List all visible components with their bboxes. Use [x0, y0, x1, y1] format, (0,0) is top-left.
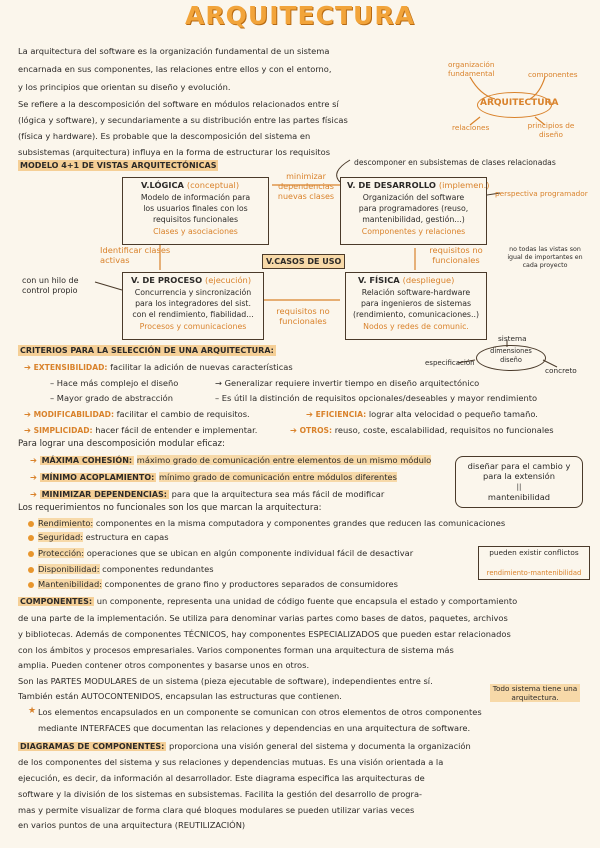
mindmap-center: ARQUITECTURA: [480, 98, 559, 108]
vista-logica-sub: (conceptual): [186, 180, 240, 190]
vista-proceso-line: con el rendimiento, fiabilidad...: [132, 310, 254, 319]
vista-fisica-foot: Nodos y redes de comunic.: [363, 322, 469, 331]
mindmap-top-left: organización fundamental: [448, 60, 495, 78]
max-cohesion-text: máximo grado de comunicación entre elementos de un mismo módulo: [136, 455, 432, 465]
intro-line: (lógica y software), y secundariamente a su distribución entre las partes físicas: [18, 115, 348, 125]
perspectiva-note: perspectiva programador: [495, 189, 588, 198]
componentes-line: y bibliotecas. Además de componentes TÉCNICOS, hay componentes ESPECIALIZADOS que pueden estar relacionados: [18, 629, 511, 639]
ext-left-1: Hace más complejo el diseño: [56, 378, 179, 388]
intro-line: Se refiere a la descomposición del software en módulos relacionados entre sí: [18, 99, 339, 109]
componentes-line: También están AUTOCONTENIDOS, encapsulan las estructuras que contienen.: [18, 691, 342, 701]
triangle-top: sistema: [498, 334, 527, 343]
diagramas-line: proporciona una visión general del sistema y documenta la organización: [169, 741, 471, 751]
vista-desarrollo-box: [340, 177, 490, 245]
min-acoplamiento-text: mínimo grado de comunicación entre módulos diferentes: [158, 472, 397, 482]
vista-proceso-line: Concurrencia y sincronización: [134, 288, 252, 297]
hilo-note: con un hilo de control propio: [22, 276, 79, 295]
componentes-heading: COMPONENTES:: [20, 597, 93, 606]
vista-logica-line: Modelo de información para: [140, 193, 251, 202]
intro-line: La arquitectura del software es la organización fundamental de un sistema: [18, 46, 330, 56]
vista-desarrollo-title: V. DE DESARROLLO: [347, 180, 436, 190]
mindmap-top-right: componentes: [528, 70, 578, 79]
extensibilidad-label: EXTENSIBILIDAD:: [33, 363, 108, 372]
componentes-line: un componente, representa una unidad de código fuente que encapsula el estado y comportamiento: [96, 596, 518, 606]
req-label: Disponibilidad:: [38, 564, 100, 574]
vista-logica-line: requisitos funcionales: [152, 215, 239, 224]
conflict-note: pueden existir conflictos: [489, 548, 579, 557]
vista-logica-title: V.LÓGICA: [141, 180, 184, 190]
page-title: ARQUITECTURA: [185, 1, 415, 30]
req-label: Seguridad:: [38, 532, 84, 542]
componentes-line: Son las PARTES MODULARES de un sistema (pieza ejecutable de software), independientes entre sí.: [18, 676, 433, 686]
disenar-note-box: [455, 456, 583, 508]
intro-line: subsistemas (arquitectura) influya en la forma de estructurar los requisitos: [18, 147, 331, 157]
vista-proceso-title: V. DE PROCESO: [131, 275, 203, 285]
bullet-icon: [28, 567, 34, 573]
diagramas-line: mas y permite visualizar de forma clara qué bloques modulares se pueden utilizar varias veces: [18, 805, 415, 815]
eficiencia-text: lograr alta velocidad o pequeño tamaño.: [368, 409, 538, 419]
vista-logica-foot: Clases y asociaciones: [153, 227, 238, 236]
vista-desarrollo-foot: Componentes y relaciones: [361, 227, 466, 236]
req-text: componentes de grano fino y productores separados de consumidores: [104, 579, 398, 589]
diagramas-line: software y la división de los sistemas en subsistemas. Facilita la gestión del desarrollo de progra-: [18, 789, 423, 799]
vista-fisica-line: para ingenieros de sistemas: [360, 299, 472, 308]
otros-text: reuso, coste, escalabilidad, requisitos no funcionales: [334, 425, 554, 435]
req-text: estructura en capas: [85, 532, 169, 542]
min-dependencias-label: MINIMIZAR DEPENDENCIAS:: [41, 490, 168, 499]
req-no-func-right: requisitos no funcionales: [429, 245, 483, 265]
criterios-heading: CRITERIOS PARA LA SELECCIÓN DE UNA ARQUITECTURA:: [20, 346, 274, 355]
triangle-left: especificación: [425, 359, 475, 367]
modificabilidad-label: MODIFICABILIDAD:: [33, 410, 114, 419]
no-todas-note: no todas las vistas son igual de importantes en cada proyecto: [507, 246, 583, 269]
vista-fisica-title: V. FÍSICA: [358, 275, 400, 285]
disenar-note: diseñar para el cambio y para la extensión: [467, 461, 571, 481]
min-acoplamiento-label: MÍNIMO ACOPLAMIENTO:: [41, 473, 155, 482]
bullet-icon: [28, 535, 34, 541]
componentes-line: Los elementos encapsulados en un componente se comunican con otros elementos de otros componentes: [38, 707, 482, 717]
model-heading: MODELO 4+1 DE VISTAS ARQUITECTÓNICAS: [20, 161, 217, 170]
bullet-icon: [28, 521, 34, 527]
vista-desarrollo-line: mantenibilidad, gestión...): [362, 215, 465, 224]
vista-casos-uso: V.CASOS DE USO: [262, 254, 345, 269]
disenar-eq: ||: [516, 483, 522, 491]
vista-proceso-box: [122, 272, 264, 340]
diagramas-line: en varios puntos de una arquitectura (REUTILIZACIÓN): [18, 820, 246, 830]
req-label: Mantenibilidad:: [38, 579, 103, 589]
vista-proceso-foot: Procesos y comunicaciones: [139, 322, 247, 331]
vista-proceso-line: para los integradores del sist.: [135, 299, 251, 308]
req-text: componentes redundantes: [102, 564, 214, 574]
bullet-icon: [28, 582, 34, 588]
req-text: operaciones que se ubican en algún componente individual fácil de desactivar: [86, 548, 414, 558]
vista-fisica-line: Relación software-hardware: [361, 288, 471, 297]
vista-fisica-sub: (despliegue): [402, 275, 455, 285]
componentes-line: con los ámbitos y procesos empresariales. Varios componentes forman una arquitectura de sistema más: [18, 645, 454, 655]
req-label: Protección:: [38, 548, 85, 558]
componentes-line: de una parte de la implementación. Se utiliza para denominar varias partes como bases de datos, paquetes, archivos: [18, 613, 508, 623]
identificar-note: Identificar clases activas: [100, 245, 171, 265]
vista-desarrollo-sub: (implemen.): [438, 180, 490, 190]
eficiencia-label: EFICIENCIA:: [315, 410, 367, 419]
req-text: componentes en la misma computadora y componentes grandes que reducen las comunicaciones: [95, 518, 506, 528]
vista-logica-box: [122, 177, 269, 245]
ext-right-2: Es útil la distinción de requisitos opcionales/deseables y mayor rendimiento: [221, 393, 538, 403]
componentes-line: amplia. Pueden contener otros componentes y basarse unos en otros.: [18, 660, 310, 670]
para-lograr: Para lograr una descomposición modular eficaz:: [18, 439, 225, 449]
diagramas-line: ejecución, es decir, da información al desarrollador. Este diagrama especifica las arquitecturas de: [18, 773, 425, 783]
bullet-icon: [28, 551, 34, 557]
triangle-center: dimensiones diseño: [490, 347, 532, 364]
otros-label: OTROS:: [299, 426, 333, 435]
ext-left-2: Mayor grado de abstracción: [56, 393, 174, 403]
mindmap-bottom-left: relaciones: [452, 123, 490, 132]
diagramas-heading: DIAGRAMAS DE COMPONENTES:: [20, 742, 165, 751]
intro-line: y los principios que orientan su diseño y evolución.: [18, 82, 231, 92]
conflict-example: rendimiento-mantenibilidad: [486, 569, 582, 577]
ext-right-1: Generalizar requiere invertir tiempo en diseño arquitectónico: [224, 378, 480, 388]
extensibilidad-text: facilitar la adición de nuevas características: [110, 362, 293, 372]
intro-line: (física y hardware). Es probable que la descomposición del sistema en: [18, 131, 311, 141]
vista-proceso-sub: (ejecución): [205, 275, 252, 285]
conflict-note-box: [478, 546, 590, 580]
vista-logica-line: los usuarios finales con los: [143, 204, 248, 213]
diagramas-line: de los componentes del sistema y sus relaciones y dependencias mutuas. Es una visión orientada a la: [18, 757, 444, 767]
requisitos-intro: Los requerimientos no funcionales son los que marcan la arquitectura:: [18, 503, 322, 513]
star-icon: ★: [28, 706, 37, 716]
simplicidad-label: SIMPLICIDAD:: [33, 426, 93, 435]
vista-desarrollo-line: Organización del software: [362, 193, 465, 202]
disenar-mant: mantenibilidad: [487, 492, 551, 502]
modificabilidad-text: facilitar el cambio de requisitos.: [116, 409, 250, 419]
simplicidad-text: hacer fácil de entender e implementar.: [95, 425, 258, 435]
minimizar-note: minimizar dependencias nuevas clases: [277, 172, 335, 201]
min-dependencias-text: para que la arquitectura sea más fácil de modificar: [171, 489, 385, 499]
componentes-line: mediante INTERFACES que documentan las relaciones y dependencias en una arquitectura de software.: [38, 723, 471, 733]
triangle-right: concreto: [545, 366, 577, 375]
req-label: Rendimiento:: [38, 518, 94, 528]
vista-desarrollo-line: para programadores (reuso,: [358, 204, 469, 213]
model-note-top: descomponer en subsistemas de clases relacionadas: [354, 158, 556, 167]
intro-line: encarnada en sus componentes, las relaciones entre ellos y con el entorno,: [18, 64, 332, 74]
max-cohesion-label: MÁXIMA COHESIÓN:: [41, 456, 133, 465]
mindmap-bottom-right: principios de diseño: [527, 121, 575, 139]
vista-fisica-line: (rendimiento, comunicaciones..): [352, 310, 479, 319]
componentes-note: Todo sistema tiene una arquitectura.: [490, 684, 580, 702]
req-no-func-bottom: requisitos no funcionales: [276, 306, 330, 326]
